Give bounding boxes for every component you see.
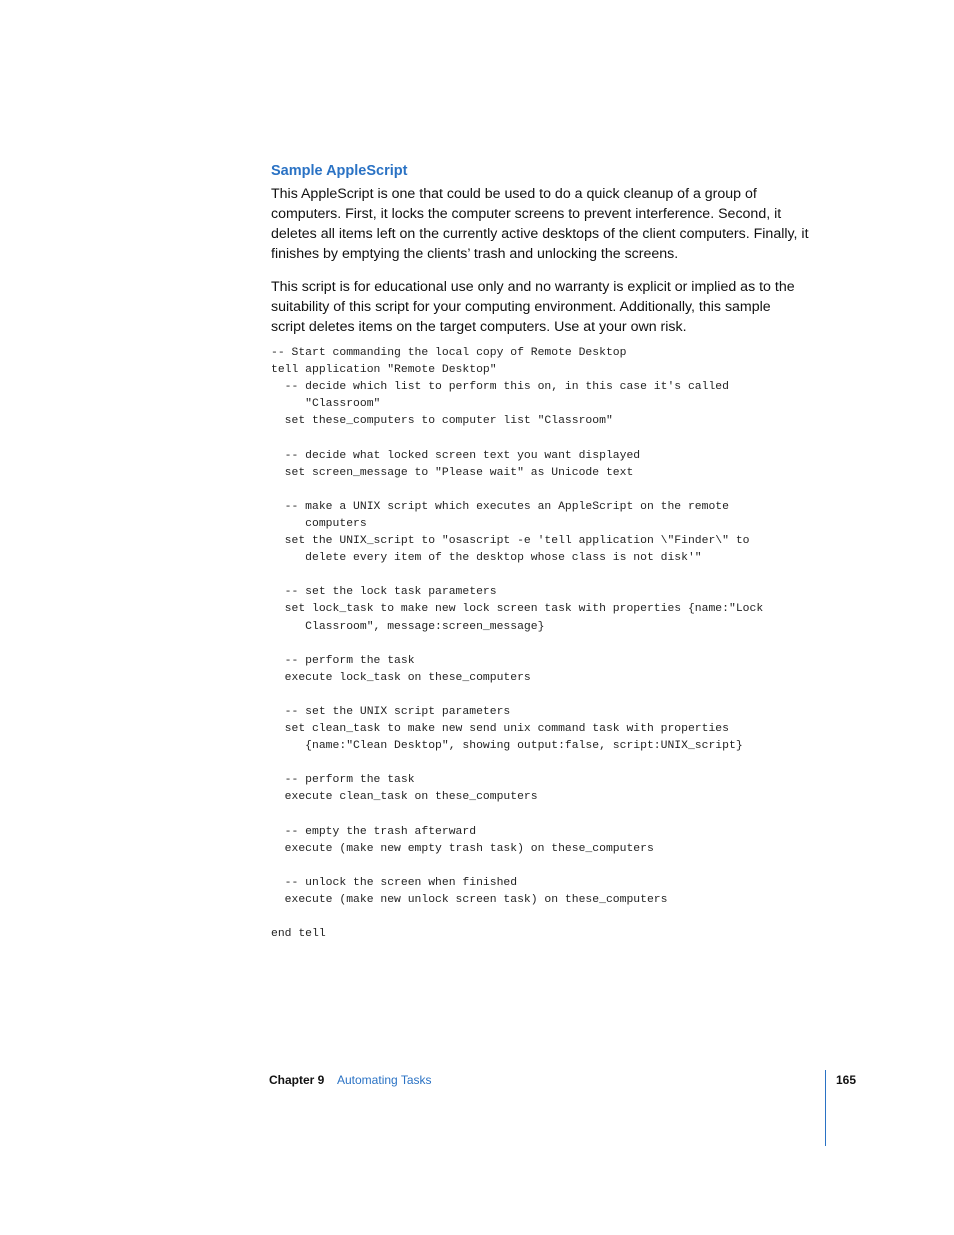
code-line	[271, 430, 763, 447]
paragraph-line: This script is for educational use only and no warranty is explicit or implied as to the	[271, 279, 795, 295]
code-line	[271, 858, 763, 875]
paragraph-line: deletes all items left on the currently active desktops of the client computers. Finally, it	[271, 226, 809, 242]
code-line: -- make a UNIX script which executes an AppleScript on the remote	[271, 500, 729, 513]
code-line: set clean_task to make new send unix command task with properties	[271, 723, 729, 736]
code-line: set these_computers to computer list "Classroom"	[271, 415, 613, 428]
code-line: execute clean_task on these_computers	[271, 791, 538, 804]
code-line	[271, 636, 763, 653]
code-line: computers	[271, 517, 367, 530]
code-block	[271, 345, 763, 943]
code-line	[271, 807, 763, 824]
code-line: set lock_task to make new lock screen task with properties {name:"Lock	[271, 603, 764, 616]
code-line	[271, 567, 763, 584]
code-line: set screen_message to "Please wait" as Unicode text	[271, 466, 634, 479]
code-line: -- unlock the screen when finished	[271, 876, 518, 889]
code-line: -- empty the trash afterward	[271, 825, 477, 838]
paragraph-line: script deletes items on the target computers. Use at your own risk.	[271, 319, 687, 335]
code-line: -- Start commanding the local copy of Remote Desktop	[271, 347, 627, 359]
paragraph-line: suitability of this script for your computing environment. Additionally, this sample	[271, 299, 771, 315]
code-line: {name:"Clean Desktop", showing output:false, script:UNIX_script}	[271, 740, 743, 753]
footer-chapter-label: Chapter 9	[269, 1073, 325, 1087]
code-line: delete every item of the desktop whose class is not disk'"	[271, 552, 702, 565]
code-line: -- perform the task	[271, 774, 415, 787]
code-line: set the UNIX_script to "osascript -e 'tell application \"Finder\" to	[271, 535, 750, 548]
footer-divider	[825, 1070, 826, 1146]
code-line: -- perform the task	[271, 654, 415, 667]
code-line: end tell	[271, 928, 326, 941]
page-number: 165	[836, 1073, 857, 1087]
code-line: execute (make new unlock screen task) on these_computers	[271, 894, 668, 906]
section-heading: Sample AppleScript	[271, 163, 408, 179]
code-line: -- decide which list to perform this on, in this case it's called	[271, 381, 729, 394]
code-line	[271, 687, 763, 704]
code-line: Classroom", message:screen_message}	[271, 620, 545, 633]
disclaimer-paragraph	[271, 277, 831, 337]
code-line: -- decide what locked screen text you want displayed	[271, 449, 641, 462]
intro-paragraph	[271, 184, 831, 264]
code-line	[271, 755, 763, 772]
code-line: "Classroom"	[271, 398, 381, 411]
code-line: -- set the UNIX script parameters	[271, 705, 511, 718]
footer-section-link[interactable]: Automating Tasks	[337, 1073, 432, 1087]
paragraph-line: computers. First, it locks the computer screens to prevent interference. Second, it	[271, 206, 782, 222]
code-line: execute (make new empty trash task) on these_computers	[271, 842, 654, 855]
code-line: -- set the lock task parameters	[271, 586, 497, 599]
paragraph-line: This AppleScript is one that could be used to do a quick cleanup of a group of	[271, 186, 757, 202]
paragraph-line: finishes by emptying the clients’ trash and unlocking the screens.	[271, 246, 679, 262]
code-line: tell application "Remote Desktop"	[271, 364, 497, 377]
code-line: execute lock_task on these_computers	[271, 671, 531, 684]
code-line	[271, 909, 763, 926]
code-line	[271, 482, 763, 499]
